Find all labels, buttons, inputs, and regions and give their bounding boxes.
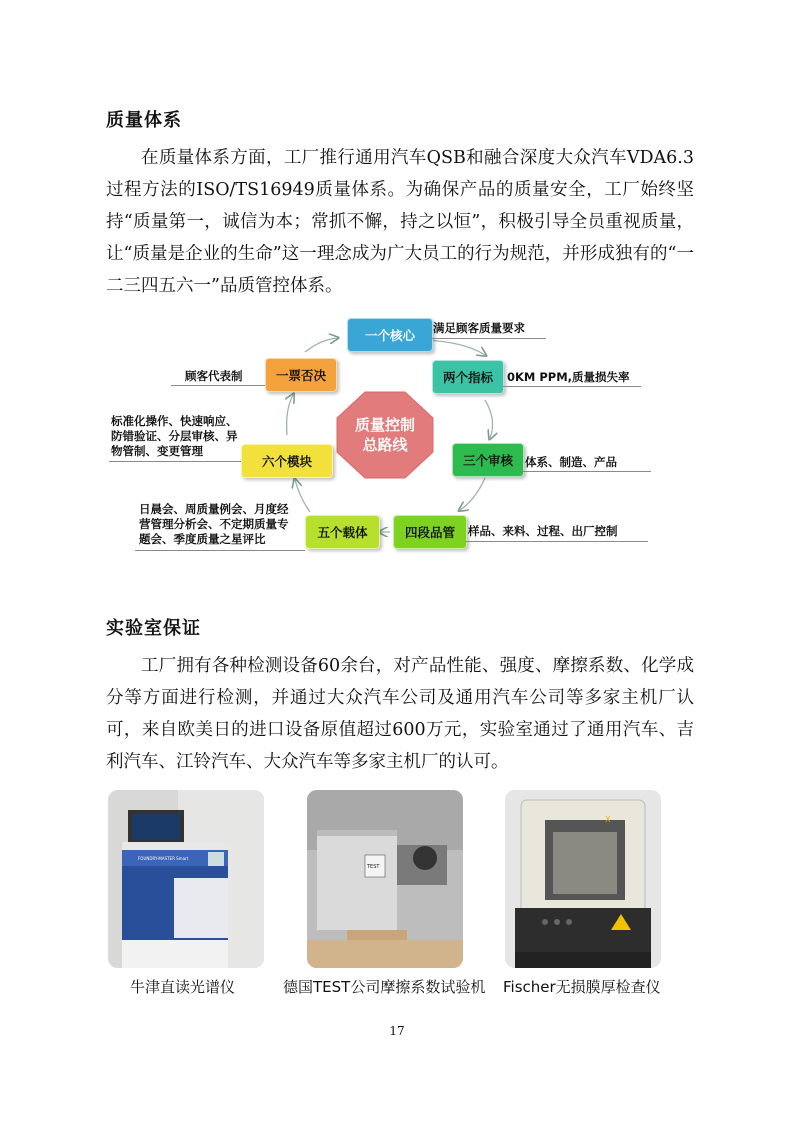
node-one-core: 一个核心 (347, 318, 433, 352)
note-two-indicators: 0KM PPM,质量损失率 (507, 370, 630, 384)
note-underline (465, 541, 648, 542)
arrow-3 (460, 478, 485, 510)
caption-spectrometer: 牛津直读光谱仪 (130, 978, 236, 996)
device-label-test: TEST (367, 864, 380, 870)
photo-friction-tester (307, 790, 463, 968)
note-underline (503, 386, 641, 387)
node-five-carriers: 五个载体 (305, 515, 380, 549)
caption-fischer: Fischer无损膜厚检查仪 (503, 978, 661, 996)
note-underline (109, 461, 241, 462)
lab-assurance-paragraph: 工厂拥有各种检测设备60余台，对产品性能、强度、摩擦系数、化学成分等方面进行检测，并通过大众汽车公司及通用汽车公司等多家主机厂认可，来自欧美日的进口设备原值超过600万元，实验室通过了通用汽车、吉利汽车、江铃汽车、大众汽车等多家主机厂的认可。 (106, 656, 694, 772)
arrow-2 (485, 400, 493, 438)
arrow-7 (305, 338, 337, 352)
note-four-stages: 样品、来料、过程、出厂控制 (468, 524, 618, 538)
note-underline (431, 338, 546, 339)
note-six-modules: 标准化操作、快速响应、 防错验证、分层审核、异 物管制、变更管理 (111, 414, 238, 458)
note-underline (523, 471, 651, 472)
node-two-indicators: 两个指标 (432, 360, 504, 394)
section-title-lab-assurance: 实验室保证 (106, 618, 201, 639)
note-one-core: 满足顾客质量要求 (433, 321, 525, 335)
node-six-modules: 六个模块 (241, 444, 333, 478)
node-one-veto: 一票否决 (265, 358, 337, 392)
note-underline (171, 385, 265, 386)
section-title-quality-system: 质量体系 (106, 110, 182, 131)
note-three-audits: 体系、制造、产品 (525, 455, 617, 469)
center-label: 质量控制 总路线 (354, 416, 415, 454)
quality-control-diagram (105, 310, 660, 555)
arrow-6 (287, 395, 293, 435)
quality-system-paragraph: 在质量体系方面，工厂推行通用汽车QSB和融合深度大众汽车VDA6.3过程方法的ISO/TS16949质量体系。为确保产品的质量安全，工厂始终坚持“质量第一，诚信为本；常抓不懈，持之以恒”，积极引导全员重视质量，让“质量是企业的生命”这一理念成为广大员工的行为规范，并形成独有的“一二三四五六一”品质管控体系。 (106, 148, 694, 296)
photo-fischer-xray (505, 790, 661, 968)
note-one-veto: 顾客代表制 (185, 369, 243, 383)
caption-friction-tester: 德国TEST公司摩擦系数试验机 (283, 978, 486, 996)
node-three-audits: 三个审核 (452, 443, 524, 477)
arrow-5 (295, 480, 310, 512)
note-underline (135, 550, 305, 551)
node-four-stages: 四段品管 (393, 515, 467, 549)
device-label-spectrometer: FOUNDRY-MASTER Smart (138, 856, 189, 861)
page-number: 17 (389, 1024, 405, 1038)
photo-spectrometer (108, 790, 264, 968)
device-label-x: X (605, 815, 611, 824)
arrow-1 (425, 340, 485, 355)
note-five-carriers: 日晨会、周质量例会、月度经 营管理分析会、不定期质量专 题会、季度质量之星评比 (139, 502, 289, 546)
